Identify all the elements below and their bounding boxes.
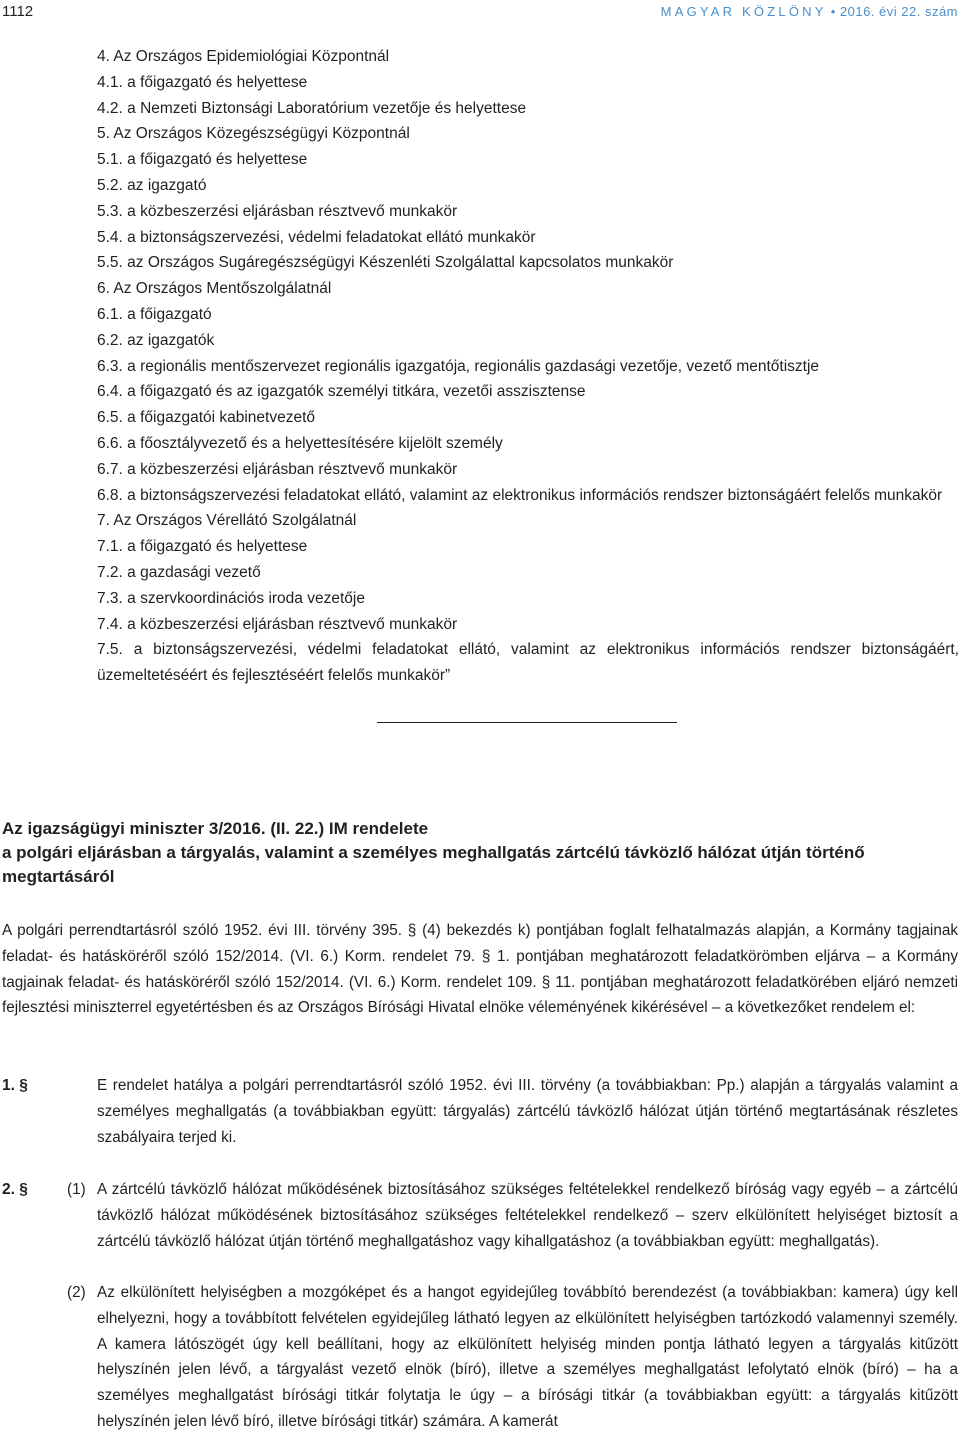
journal-name: MAGYAR KÖZLÖNY bbox=[660, 4, 827, 19]
list-item: 5. Az Országos Közegészségügyi Központnál bbox=[97, 125, 410, 143]
list-item: 5.3. a közbeszerzési eljárásban résztvevő munkakör bbox=[97, 202, 458, 220]
list-item: 5.2. az igazgató bbox=[97, 176, 207, 194]
list-item: 6.3. a regionális mentőszervezet regionális igazgatója, regionális gazdasági vezetője, vezető mentőtisztje bbox=[97, 357, 820, 375]
list-item: 6.1. a főigazgató bbox=[97, 305, 212, 323]
running-head bbox=[661, 4, 958, 19]
list-item: 6.5. a főigazgatói kabinetvezető bbox=[97, 409, 316, 427]
issue-info: • 2016. évi 22. szám bbox=[830, 4, 958, 19]
section-1-text: E rendelet hatálya a polgári perrendtartásról szóló 1952. évi III. törvény (a továbbiakban: Pp.) alapján a tárgyalás valamint a személyes meghallgatás (a továbbiakban együtt: tárgyalás) zártcélú távközlő hálózat útján történő megtartásának részletes szabályaira terjed ki. bbox=[97, 1077, 958, 1146]
decree-title-line1: Az igazságügyi miniszter 3/2016. (II. 22.) IM rendelete bbox=[2, 819, 429, 838]
page-number: 1112 bbox=[2, 3, 34, 20]
list-item: 6.2. az igazgatók bbox=[97, 331, 215, 349]
list-item: 7.1. a főigazgató és helyettese bbox=[97, 538, 308, 556]
paragraph-2-text: Az elkülönített helyiségben a mozgóképet és a hangot egyidejűleg továbbító berendezést (a továbbiakban: kamera) úgy kell elhelyezni, hogy a továbbított felvételen egyidejűleg látható legyen az elkülönített helyiségben tartózkodó valamennyi személy. A kamera látószögét úgy kell beállítani, hogy az elkülönített helyiség minden pontja látható legyen a tárgyalás kitűzött helyszínén jelen lévő, a tárgyalást vezető elnök (bíró), illetve a személyes meghallgatást lefolytató elnök (bíró) – ha a személyes meghallgatást bírósági titkár folytatja le úgy – a bírósági titkár (a továbbiakban együtt: a tárgyalás kitűzött helyszínén jelen lévő bíró, illetve bírósági titkár) számára. A kamerát bbox=[97, 1284, 958, 1430]
list-item: 4.2. a Nemzeti Biztonsági Laboratórium vezetője és helyettese bbox=[97, 99, 527, 117]
list-item: 6.4. a főigazgató és az igazgatók személyi titkára, vezetői asszisztense bbox=[97, 383, 586, 401]
decree-title-line2: a polgári eljárásban a tárgyalás, valamint a személyes meghallgatás zártcélú távközlő hálózat útján történő megtartásáról bbox=[2, 843, 865, 886]
section-divider bbox=[377, 722, 677, 723]
paragraph-1-text: A zártcélú távközlő hálózat működésének biztosításához szükséges feltételekkel rendelkező bíróság vagy egyéb – a zártcélú távközlő hálózat működésének biztosításához szükséges feltételekkel rendelkező – szerv elkülönített helyiséget biztosít a zártcélú távközlő hálózat útján történő meghallgatáshoz vagy kihallgatáshoz (a továbbiakban együtt: meghallgatás). bbox=[97, 1181, 958, 1250]
list-item: 6. Az Országos Mentőszolgálatnál bbox=[97, 280, 332, 298]
list-item: 6.6. a főosztályvezető és a helyettesítésére kijelölt személy bbox=[97, 434, 503, 452]
paragraph-2-label: (2) bbox=[67, 1284, 86, 1301]
list-item: 7.4. a közbeszerzési eljárásban résztvevő munkakör bbox=[97, 615, 458, 633]
institution-list bbox=[97, 44, 959, 689]
list-item: 6.8. a biztonságszervezési feladatokat ellátó, valamint az elektronikus információs rendszer biztonságáért felelős munkakör bbox=[97, 486, 943, 504]
list-item: 4. Az Országos Epidemiológiai Központnál bbox=[97, 48, 390, 65]
section-2-number: 2. § bbox=[2, 1181, 28, 1198]
paragraph-1-label: (1) bbox=[67, 1181, 86, 1198]
list-item: 7. Az Országos Vérellátó Szolgálatnál bbox=[97, 512, 357, 530]
list-item: 7.5. a biztonságszervezési, védelmi feladatokat ellátó, valamint az elektronikus információs rendszer biztonságáért, üzemeltetéséért és fejlesztéséért felelős munkakör” bbox=[97, 641, 959, 685]
page-header bbox=[0, 0, 960, 22]
decree-preamble: A polgári perrendtartásról szóló 1952. évi III. törvény 395. § (4) bekezdés k) pontjában foglalt felhatalmazás alapján, a Kormány tagjainak feladat- és hatásköréről szóló 152/2014. (VI. 6.) Korm. rendelet 79. § 1. pontjában meghatározott feladatkörömben eljárva – a Kormány tagjainak feladat- és hatásköréről szóló 152/2014. (VI. 6.) Korm. rendelet 109. § 11. pontjában meghatározott feladatkörében eljáró nemzeti fejlesztési miniszterrel egyetértésben és az Országos Bírósági Hivatal elnöke véleményének kikérésével – a következőket rendelem el: bbox=[2, 922, 958, 1017]
decree-title bbox=[2, 817, 957, 889]
list-item: 7.3. a szervkoordinációs iroda vezetője bbox=[97, 589, 365, 607]
list-item: 5.1. a főigazgató és helyettese bbox=[97, 151, 308, 169]
list-item: 4.1. a főigazgató és helyettese bbox=[97, 73, 308, 91]
list-item: 5.4. a biztonságszervezési, védelmi feladatokat ellátó munkakör bbox=[97, 228, 536, 246]
list-item: 6.7. a közbeszerzési eljárásban résztvevő munkakör bbox=[97, 460, 458, 478]
list-item: 5.5. az Országos Sugáregészségügyi Készenléti Szolgálattal kapcsolatos munkakör bbox=[97, 254, 674, 272]
section-1-number: 1. § bbox=[2, 1077, 28, 1094]
list-item: 7.2. a gazdasági vezető bbox=[97, 563, 261, 581]
